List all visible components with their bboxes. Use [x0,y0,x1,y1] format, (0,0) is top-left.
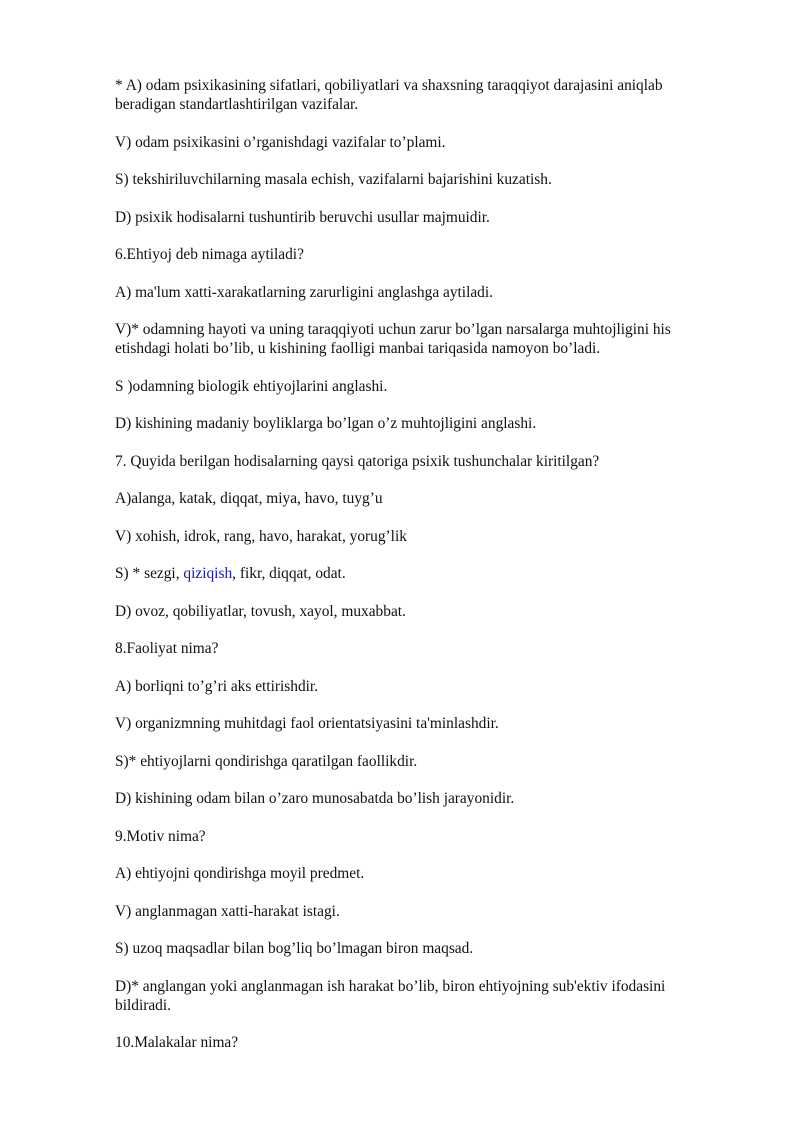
answer-option: V)* odamning hayoti va uning taraqqiyoti uchun zarur bo’lgan narsalarga muhtojligini his etishdagi holati bo’lib, u kishining faolligi manbai tariqasida namoyon bo’ladi. [115,321,671,357]
answer-option: * A) odam psixikasining sifatlari, qobiliyatlari va shaxsning taraqqiyot darajasini aniqlab beradigan standartlashtirilgan vazifalar. [115,77,663,113]
answer-option: D) kishining madaniy boyliklarga bo’lgan o’z muhtojligini anglashi. [115,415,537,432]
answer-text-after: , fikr, diqqat, odat. [232,565,346,582]
question-8: 8.Faoliyat nima? [115,640,219,657]
answer-option: S) tekshiriluvchilarning masala echish, vazifalarni bajarishini kuzatish. [115,171,552,188]
answer-option: D) ovoz, qobiliyatlar, tovush, xayol, muxabbat. [115,602,406,620]
answer-option: V) xohish, idrok, rang, havo, harakat, yorug’lik [115,527,407,545]
document-page [115,76,715,1071]
answer-option: V) organizmning muhitdagi faol orientatsiyasini ta'minlashdir. [115,715,499,732]
answer-option: V) odam psixikasini o’rganishdagi vazifalar to’plami. [115,133,446,151]
answer-option: S)* ehtiyojlarni qondirishga qaratilgan faollikdir. [115,752,418,770]
answer-option: V) anglanmagan xatti-harakat istagi. [115,902,340,920]
question-9: 9.Motiv nima? [115,827,206,845]
answer-option: D) psixik hodisalarni tushuntirib beruvchi usullar majmuidir. [115,208,490,226]
answer-option: S) uzoq maqsadlar bilan bog’liq bo’lmagan biron maqsad. [115,940,474,957]
question-6: 6.Ehtiyoj deb nimaga aytiladi? [115,246,304,263]
answer-option: D)* anglangan yoki anglanmagan ish harakat bo’lib, biron ehtiyojning sub'ektiv ifodasini bildiradi. [115,977,666,1014]
qiziqish-link[interactable]: qiziqish [183,565,233,582]
answer-text-before: S) * sezgi, [115,565,184,582]
answer-option: A)alanga, katak, diqqat, miya, havo, tuyg’u [115,490,383,507]
question-7: 7. Quyida berilgan hodisalarning qaysi qatoriga psixik tushunchalar kiritilgan? [115,452,600,470]
answer-option: A) ehtiyojni qondirishga moyil predmet. [115,865,365,882]
answer-option-with-link [115,564,715,583]
answer-option: D) kishining odam bilan o’zaro munosabatda bo’lish jarayonidir. [115,790,515,807]
answer-option: A) borliqni to’g’ri aks ettirishdir. [115,677,319,695]
question-10: 10.Malakalar nima? [115,1034,239,1051]
answer-option: A) ma'lum xatti-xarakatlarning zarurligini anglashga aytiladi. [115,283,494,301]
answer-option: S )odamning biologik ehtiyojlarini anglashi. [115,377,388,395]
